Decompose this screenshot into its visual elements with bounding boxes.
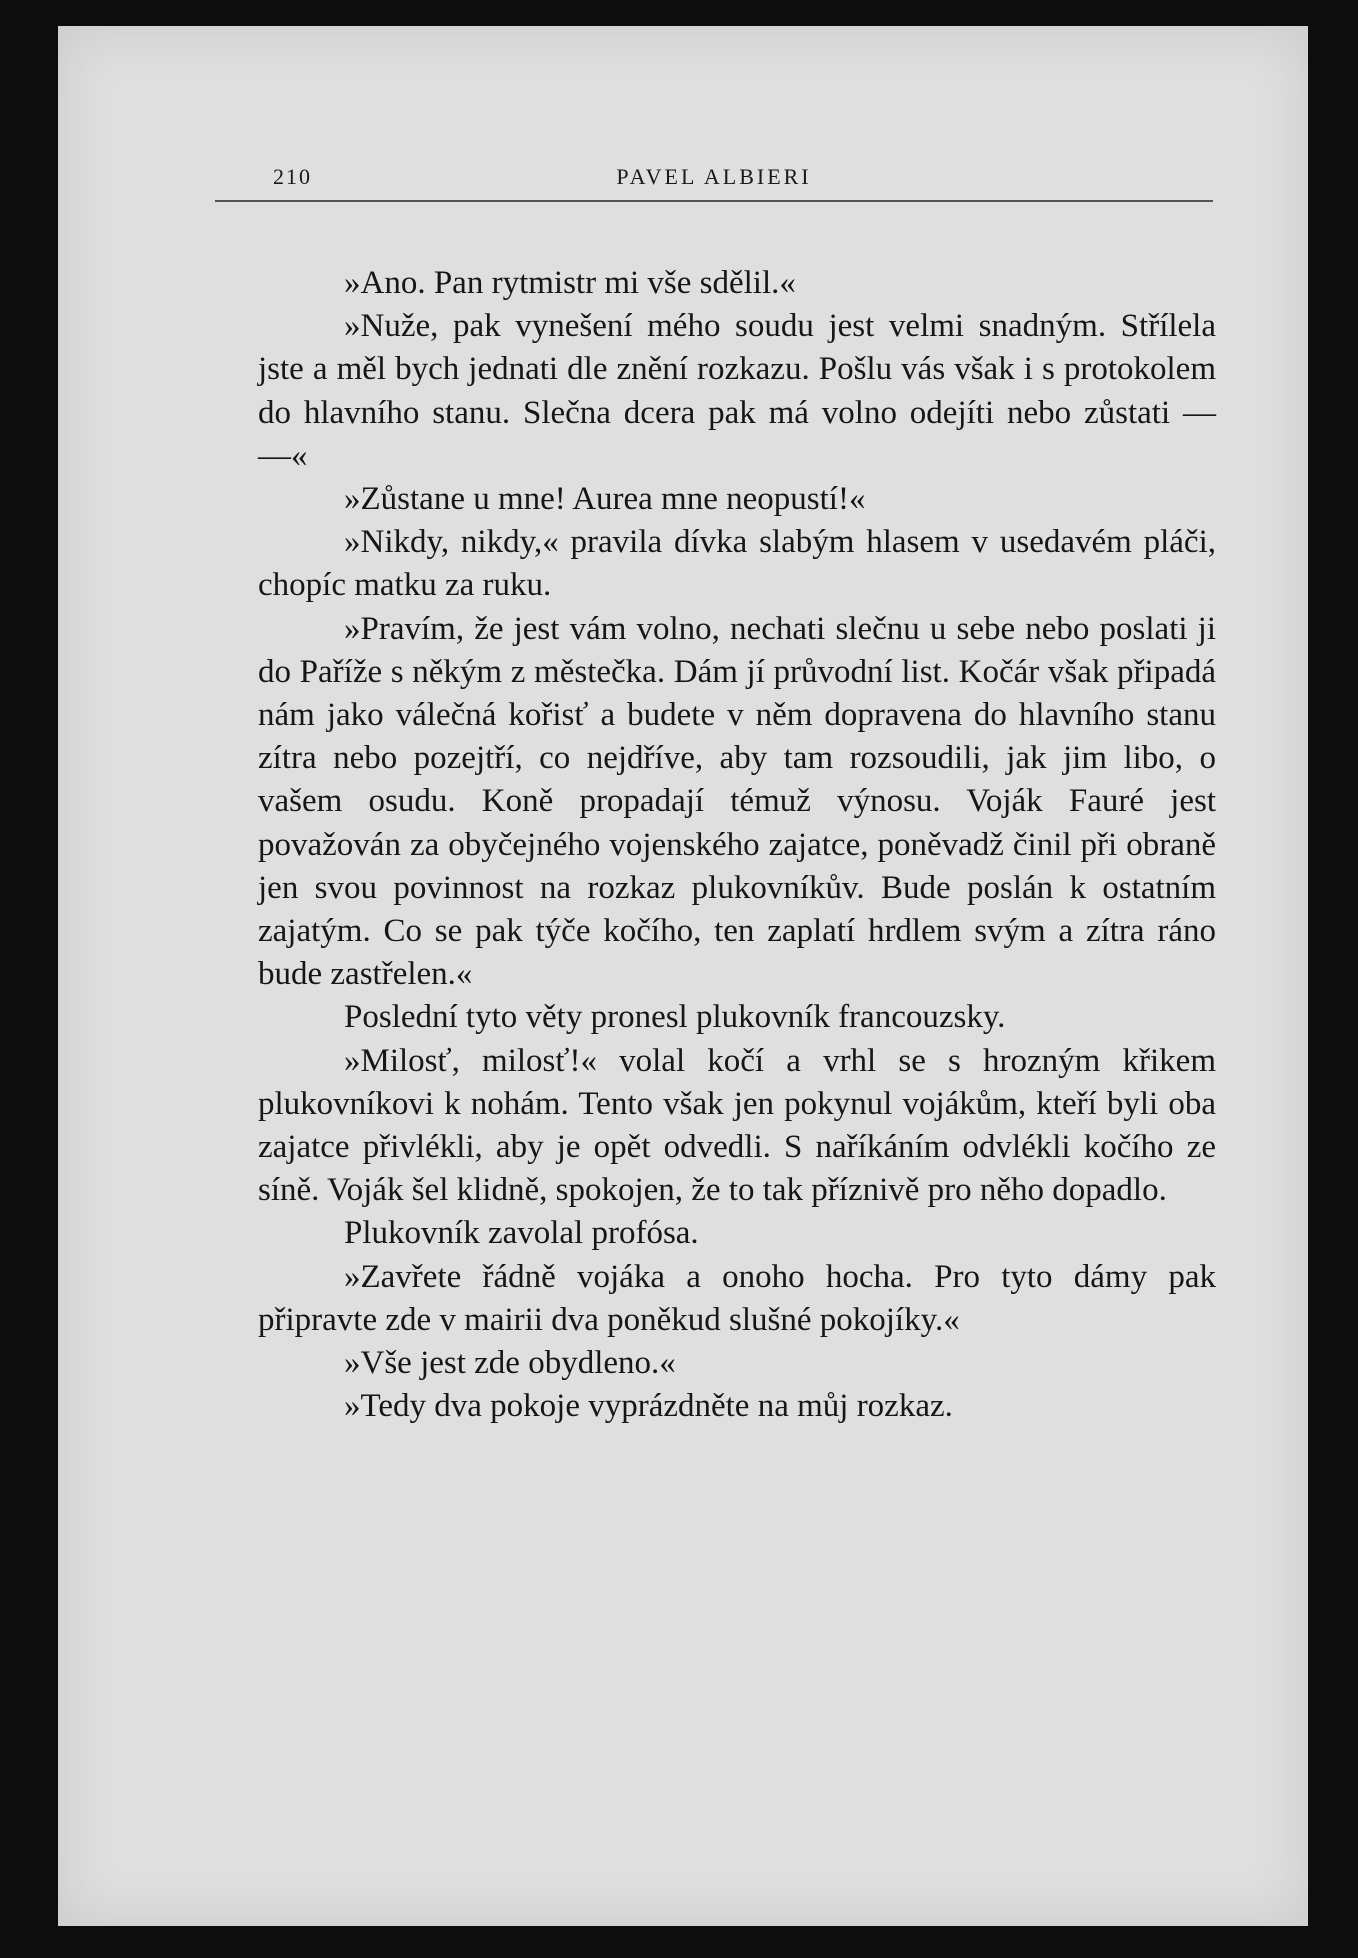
page-number: 210 [273,164,312,189]
paragraph: Poslední tyto věty pronesl plukovník francouzsky. [344,999,1006,1036]
paragraph: »Nuže, pak vynešení mého soudu jest velmi snadným. Střílela jste a měl bych jednati dle znění rozkazu. Pošlu vás však i s protokolem do hlavního stanu. Slečna dcera pak má volno odejíti nebo zůstati — —« [258,308,1216,474]
paragraph: Plukovník zavolal profósa. [344,1215,699,1252]
paragraph: »Zavřete řádně vojáka a onoho hocha. Pro tyto dámy pak připravte zde v mairii dva poněkud slušné pokojíky.« [258,1258,1216,1338]
paragraph: »Zůstane u mne! Aurea mne neopustí!« [344,481,866,518]
running-head: PAVEL ALBIERI [616,164,812,189]
body-text [258,262,1216,1428]
paragraph: »Pravím, že jest vám volno, nechati slečnu u sebe nebo poslati ji do Paříže s někým z městečka. Dám jí průvodní list. Kočár však připadá nám jako válečná kořisť a budete v něm dopravena do hlavního stanu zítra nebo pozejtří, co nejdříve, aby tam rozsoudili, jak jim libo, o vašem osudu. Koně propadají témuž výnosu. Voják Fauré jest považován za obyčejného vojenského zajatce, poněvadž činil při obraně jen svou povinnost na rozkaz plukovníkův. Bude poslán k ostatním zajatým. Co se pak týče kočího, ten zaplatí hrdlem svým a zítra ráno bude zastřelen.« [258,610,1216,993]
paragraph: »Vše jest zde obydleno.« [344,1345,676,1382]
page-header [215,162,1213,202]
paragraph: »Milosť, milosť!« volal kočí a vrhl se s hrozným křikem plukovníkovi k nohám. Tento však jen pokynul vojákům, kteří byli oba zajatce přivlékli, aby je opět odvedli. S naříkáním odvlékli kočího ze síně. Voják šel klidně, spokojen, že to tak příznivě pro něho dopadlo. [258,1042,1216,1209]
paragraph: »Tedy dva pokoje vyprázdněte na můj rozkaz. [344,1388,953,1425]
paragraph: »Ano. Pan rytmistr mi vše sdělil.« [344,265,796,301]
paragraph: »Nikdy, nikdy,« pravila dívka slabým hlasem v usedavém pláči, chopíc matku za ruku. [258,524,1216,604]
